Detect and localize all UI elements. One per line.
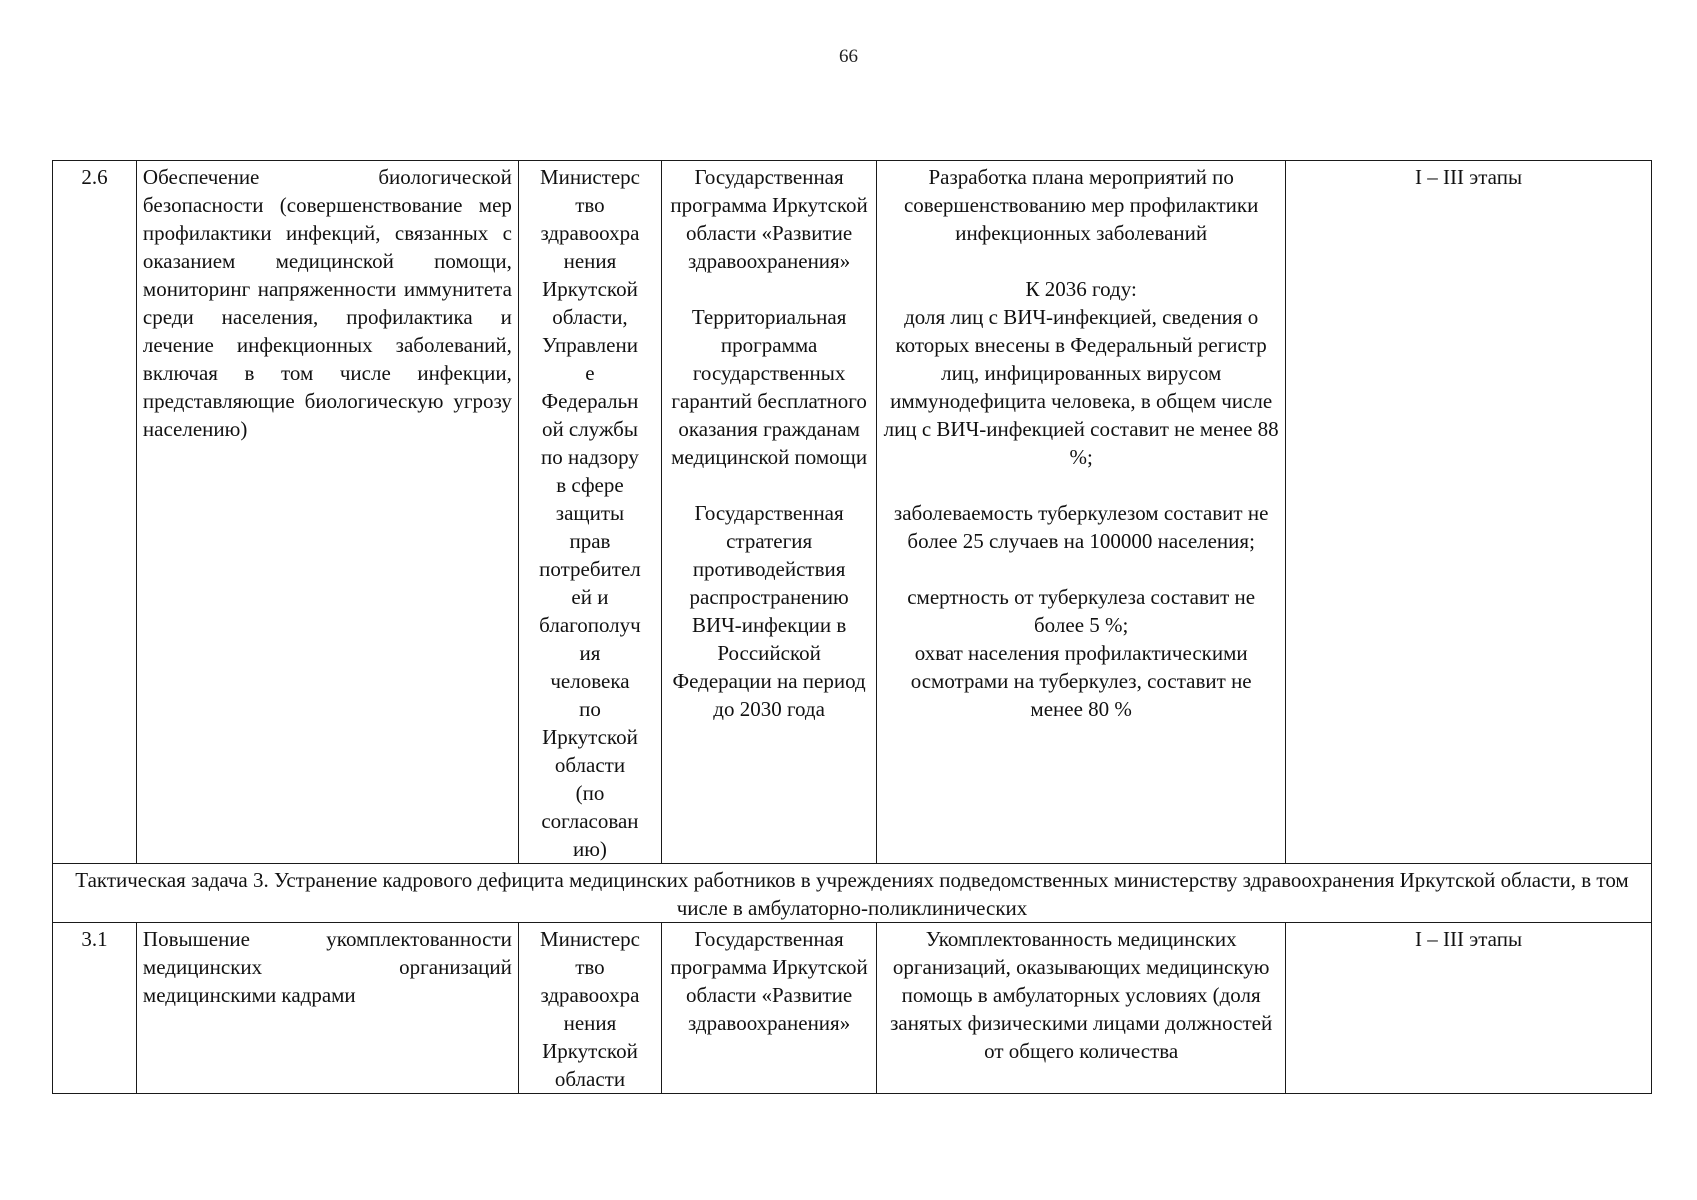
result-year: К 2036 году: [1025,277,1137,301]
measure-description: Обеспечение биологической безопасности (совершенствование мер профилактики инфекций, связанных с оказанием медицинской помощи, мониторинг напряженности иммунитета среди населения, профилактика и лечение инфекционных заболеваний, включая в том числе инфекции, представляющие биологическую угрозу населению) [136,161,518,864]
program-cell: Государственная программа Иркутской области «Развитие здравоохранения» [662,923,877,1094]
page-number: 66 [839,46,858,67]
program-hiv-strategy: Государственная стратегия противодействия распространению ВИЧ-инфекции в Российской Федерации на период до 2030 года [672,501,866,721]
row-number: 2.6 [53,161,137,864]
program-regional: Государственная программа Иркутской области «Развитие здравоохранения» [670,165,868,273]
table-row-3-1 [53,923,1652,1094]
result-tb-incidence: заболеваемость туберкулезом составит не более 25 случаев на 100000 населения; [893,501,1269,553]
measures-table [52,160,1652,1094]
result-tb-mortality: смертность от туберкулеза составит не более 5 %; [907,585,1256,637]
result-hiv-share: доля лиц с ВИЧ-инфекцией, сведения о которых внесены в Федеральный регистр лиц, инфицированных вирусом иммунодефицита человека, в общем числе лиц с ВИЧ-инфекцией составит не менее 88 %; [883,305,1279,469]
results-cell [877,161,1286,864]
programs-cell [662,161,877,864]
result-tb-screening: охват населения профилактическими осмотрами на туберкулез, составит не менее 80 % [910,641,1252,721]
row-number: 3.1 [53,923,137,1094]
measure-description: Повышение укомплектованности медицинских организаций медицинскими кадрами [136,923,518,1094]
result-plan: Разработка плана мероприятий по совершенствованию мер профилактики инфекционных заболеваний [903,165,1259,245]
stages-cell: I – III этапы [1286,161,1652,864]
table-row-2-6 [53,161,1652,864]
stages-cell: I – III этапы [1286,923,1652,1094]
executor-cell: Министерс тво здравоохра нения Иркутской области, Управлени е Федеральн ой службы по надзору в сфере защиты прав потребител ей и благополуч ия человека по Иркутской области (по согласован ию) [518,161,661,864]
result-cell: Укомплектованность медицинских организаций, оказывающих медицинскую помощь в амбулаторных условиях (доля занятых физическими лицами должностей от общего количества [877,923,1286,1094]
task-heading-row [53,864,1652,923]
program-territorial: Территориальная программа государственных гарантий бесплатного оказания гражданам медицинской помощи [671,305,868,469]
executor-cell: Министерс тво здравоохра нения Иркутской области [518,923,661,1094]
tactical-task-3-title: Тактическая задача 3. Устранение кадрового дефицита медицинских работников в учреждениях подведомственных министерству здравоохранения Иркутской области, в том числе в амбулаторно-поликлинических [53,864,1652,923]
